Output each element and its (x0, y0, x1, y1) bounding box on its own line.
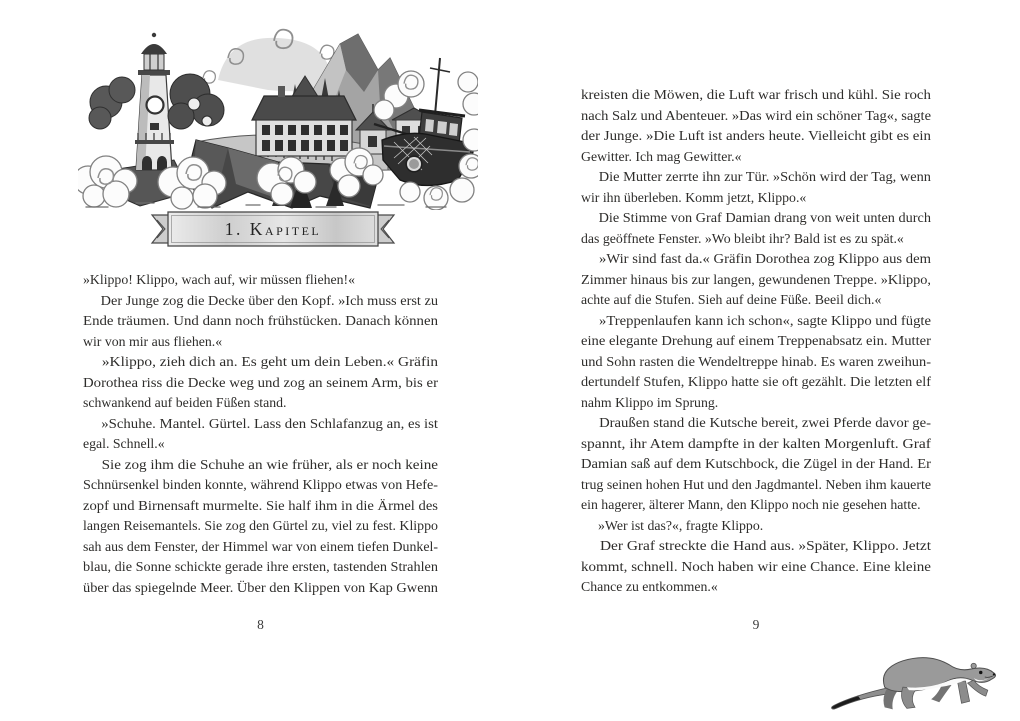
weasel-illustration (826, 640, 1004, 714)
text-line: kommt, schnell. Noch haben wir eine Chance. Eine kleine (581, 558, 931, 574)
chapter-banner (150, 210, 396, 248)
text-line: Sie zog ihm die Schuhe an wie früher, als er noch keine (101, 456, 438, 472)
right-page-number: 9 (752, 617, 760, 632)
text-line: blau, die Sonne schickte gerade ihre ersten, tastenden Strahlen (83, 559, 438, 574)
text-line: nach Salz und Abenteuer. »Das wird ein schöner Tag«, sagte (581, 107, 931, 123)
text-line: zopf und Birnensaft murmelte. Sie half ihm in die Ärmel des (83, 497, 438, 513)
text-line: »Wer ist das?«, fragte Klippo. (598, 517, 764, 533)
text-line: schwankend auf beiden Füßen stand. (83, 395, 287, 410)
left-page-text (83, 270, 438, 598)
text-line: spannt, ihr Atem dampfte in der kalten Morgenluft. Graf (581, 435, 931, 451)
text-line: Schnürsenkel binden konnte, während Klippo etwas von Hefe- (83, 477, 438, 492)
chapter-banner-label: 1. Kapitel (224, 219, 322, 239)
text-line: Die Mutter zerrte ihn zur Tür. »Schön wird der Tag, wenn (598, 169, 931, 184)
text-line: über das spiegelnde Meer. Über den Klippen von Kap Gwenn (83, 579, 438, 595)
text-line: eine elegante Drehung auf einem Treppenabsatz ein. Mutter (581, 333, 931, 348)
text-line: wir ihn überleben. Komm jetzt, Klippo.« (581, 189, 807, 205)
text-line: »Schuhe. Mantel. Gürtel. Lass den Schlafanzug an, es ist (101, 415, 439, 431)
text-line: nahm Klippo im Sprung. (581, 394, 719, 410)
text-line: kreisten die Möwen, die Luft war frisch und kühl. Sie roch (581, 87, 931, 102)
text-line: der Junge. »Die Luft ist anders heute. Vielleicht gibt es ein (581, 128, 931, 143)
text-line: langen Reisemantels. Sie zog den Gürtel zu, viel zu fest. Klippo (83, 518, 438, 533)
text-line: Der Junge zog die Decke über den Kopf. »Ich muss erst zu (100, 292, 438, 308)
text-line: achte auf die Stufen. Sieh auf deine Füße. Beeil dich.« (581, 292, 882, 307)
text-line: trug seinen hohen Hut und den Jagdmantel. Neben ihm kauerte (581, 476, 931, 492)
text-line: Dorothea riss die Decke weg und zog an seinem Arm, bis er (83, 374, 438, 390)
text-line: wir von mir aus fliehen.« (83, 333, 223, 349)
text-line: Zimmer hinaus bis zur langen, gewundenen Treppe. »Klippo, (581, 271, 931, 287)
running-weasel-icon (826, 640, 1004, 714)
chapter-illustration (78, 20, 478, 210)
text-line: Ende träumen. Und dann noch frühstücken. Danach können (83, 313, 438, 328)
text-line: »Treppenlaufen kann ich schon«, sagte Klippo und fügte (599, 312, 931, 328)
text-line: egal. Schnell.« (83, 436, 165, 451)
text-line: Der Graf streckte die Hand aus. »Später, Klippo. Jetzt (599, 538, 931, 553)
text-line: das geöffnete Fenster. »Wo bleibt ihr? Bald ist es zu spät.« (581, 230, 904, 246)
text-line: Damian saß auf dem Kutschbock, die Zügel in der Hand. Er (581, 456, 931, 471)
text-line: »Klippo! Klippo, wach auf, wir müssen fliehen!« (83, 272, 356, 287)
text-line: »Wir sind fast da.« Gräfin Dorothea zog Klippo aus dem (599, 251, 931, 266)
right-page-text (581, 85, 931, 598)
text-line: Die Stimme von Graf Damian drang von weit unten durch (598, 210, 931, 225)
text-line: sah aus dem Fenster, der Himmel war von einem tiefen Dunkel- (83, 538, 438, 554)
text-line: Draußen stand die Kutsche bereit, zwei Pferde davor ge- (599, 415, 931, 430)
text-line: »Klippo, zieh dich an. Es geht um dein Leben.« Gräfin (101, 354, 438, 369)
text-line: Gewitter. Ich mag Gewitter.« (581, 148, 742, 164)
text-line: dertundelf Stufen, Klippo hatte sie oft gezählt. Die letzten elf (581, 374, 931, 389)
text-line: ein hagerer, älterer Mann, den Klippo noch nie gesehen hatte. (581, 497, 921, 512)
left-page-number: 8 (257, 617, 264, 632)
text-line: Chance zu entkommen.« (581, 579, 718, 594)
island-lighthouse-harbor-scene-icon (78, 20, 478, 210)
text-line: und Sohn rasten die Wendeltreppe hinab. Es waren zweihun- (581, 353, 931, 369)
